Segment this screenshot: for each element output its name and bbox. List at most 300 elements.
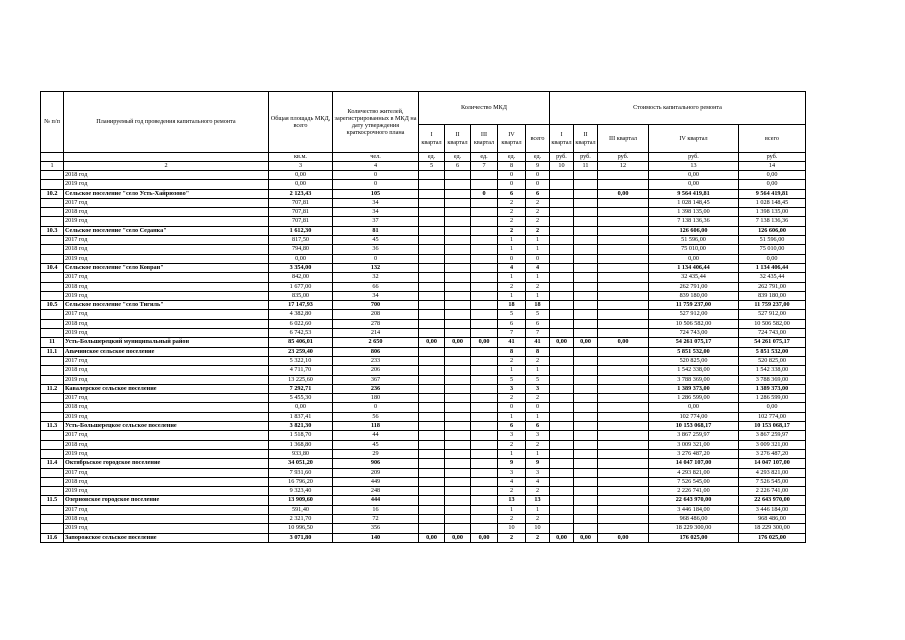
cost-q4-cell: 10 153 068,17 — [649, 422, 739, 431]
cost-q4-cell: 4 293 821,00 — [649, 468, 739, 477]
mkd-q3-cell — [471, 310, 498, 319]
cost-q4-cell: 3 867 259,97 — [649, 431, 739, 440]
cost-q2-cell — [574, 291, 598, 300]
mkd-q3-cell — [471, 431, 498, 440]
mkd-q3-cell — [471, 180, 498, 189]
mkd-total-cell: 0 — [526, 403, 550, 412]
document-page — [40, 91, 806, 543]
row-name-cell: 2018 год — [64, 208, 269, 217]
cost-q4-cell: 1 286 599,00 — [649, 394, 739, 403]
residents-cell: 180 — [333, 394, 419, 403]
mkd-q4-cell: 9 — [498, 459, 526, 468]
mkd-q1-cell — [419, 496, 445, 505]
mkd-total-cell: 1 — [526, 291, 550, 300]
unit-cell: руб. — [598, 153, 649, 162]
header-col-area: Общая площадь МКД, всего — [269, 92, 333, 153]
mkd-q1-cell — [419, 310, 445, 319]
mkd-q1-cell — [419, 254, 445, 263]
area-cell: 933,80 — [269, 449, 333, 458]
residents-cell: 105 — [333, 189, 419, 198]
mkd-total-cell: 1 — [526, 505, 550, 514]
cost-q3-cell — [598, 496, 649, 505]
mkd-q2-cell — [445, 198, 471, 207]
cost-q1-cell — [550, 422, 574, 431]
cost-q1-cell — [550, 273, 574, 282]
mkd-q4-cell: 5 — [498, 375, 526, 384]
row-number-cell — [41, 375, 64, 384]
cost-q4-cell: 22 643 970,00 — [649, 496, 739, 505]
row-name-cell: Сельское поселение "село Седанка" — [64, 226, 269, 235]
row-name-cell: 2017 год — [64, 468, 269, 477]
row-name-cell: 2018 год — [64, 477, 269, 486]
mkd-total-cell: 2 — [526, 208, 550, 217]
table-row — [41, 412, 806, 421]
mkd-q2-cell — [445, 384, 471, 393]
cost-q4-cell: 0,00 — [649, 403, 739, 412]
table-row — [41, 533, 806, 542]
mkd-q1-cell — [419, 487, 445, 496]
cost-q4-cell: 520 825,00 — [649, 356, 739, 365]
mkd-q3-cell — [471, 394, 498, 403]
cost-q1-cell — [550, 236, 574, 245]
mkd-q4-cell: 6 — [498, 319, 526, 328]
header-group-repair-cost: Стоимость капитального ремонта — [550, 92, 806, 125]
cost-q3-cell — [598, 208, 649, 217]
unit-cell: ед. — [498, 153, 526, 162]
cost-q1-cell — [550, 487, 574, 496]
row-number-cell — [41, 198, 64, 207]
mkd-q3-cell — [471, 459, 498, 468]
mkd-q4-cell: 1 — [498, 236, 526, 245]
row-name-cell: 2017 год — [64, 356, 269, 365]
area-cell: 0,00 — [269, 254, 333, 263]
mkd-total-cell: 2 — [526, 226, 550, 235]
mkd-q3-cell — [471, 449, 498, 458]
cost-q2-cell — [574, 356, 598, 365]
unit-cell: руб. — [739, 153, 806, 162]
table-row — [41, 347, 806, 356]
mkd-q3-cell — [471, 319, 498, 328]
mkd-q2-cell — [445, 524, 471, 533]
residents-cell: 32 — [333, 273, 419, 282]
header-col-year: Планируемый год проведения капитального ремонта — [64, 92, 269, 153]
mkd-q2-cell — [445, 431, 471, 440]
residents-cell: 0 — [333, 171, 419, 180]
row-name-cell: Сельское поселение "село Усть-Хайрюзово" — [64, 189, 269, 198]
mkd-total-cell: 4 — [526, 263, 550, 272]
area-cell: 17 147,93 — [269, 301, 333, 310]
mkd-q4-cell: 1 — [498, 291, 526, 300]
residents-cell: 34 — [333, 208, 419, 217]
residents-cell: 34 — [333, 291, 419, 300]
mkd-q4-cell: 0 — [498, 180, 526, 189]
area-cell: 3 354,00 — [269, 263, 333, 272]
cost-total-cell: 102 774,00 — [739, 412, 806, 421]
column-number-cell: 3 — [269, 162, 333, 171]
mkd-q4-cell: 7 — [498, 329, 526, 338]
row-name-cell: 2017 год — [64, 394, 269, 403]
mkd-q2-cell — [445, 319, 471, 328]
cost-q4-cell: 5 851 532,00 — [649, 347, 739, 356]
mkd-q2-cell — [445, 217, 471, 226]
area-cell: 817,50 — [269, 236, 333, 245]
mkd-q2-cell — [445, 505, 471, 514]
residents-cell: 44 — [333, 431, 419, 440]
cost-total-cell: 1 542 338,00 — [739, 366, 806, 375]
cost-q4-cell: 176 025,00 — [649, 533, 739, 542]
mkd-total-cell: 2 — [526, 356, 550, 365]
row-name-cell: 2019 год — [64, 180, 269, 189]
cost-q1-cell — [550, 496, 574, 505]
mkd-q3-cell — [471, 366, 498, 375]
mkd-q3-cell — [471, 226, 498, 235]
unit-cell: чел. — [333, 153, 419, 162]
mkd-q1-cell — [419, 356, 445, 365]
mkd-q1-cell — [419, 431, 445, 440]
mkd-q2-cell — [445, 459, 471, 468]
cost-q2-cell — [574, 394, 598, 403]
cost-q3-cell — [598, 236, 649, 245]
table-row — [41, 319, 806, 328]
mkd-q4-cell: 4 — [498, 263, 526, 272]
mkd-q3-cell — [471, 254, 498, 263]
mkd-q4-cell: 1 — [498, 245, 526, 254]
area-cell: 85 406,01 — [269, 338, 333, 347]
mkd-q2-cell — [445, 301, 471, 310]
row-number-cell — [41, 282, 64, 291]
cost-total-cell: 18 229 300,00 — [739, 524, 806, 533]
mkd-q4-cell: 2 — [498, 533, 526, 542]
cost-q4-cell: 2 226 741,00 — [649, 487, 739, 496]
cost-q2-cell — [574, 236, 598, 245]
cost-q4-cell: 1 389 373,00 — [649, 384, 739, 393]
cost-total-cell: 2 226 741,00 — [739, 487, 806, 496]
unit-cell: ед. — [445, 153, 471, 162]
mkd-q2-cell — [445, 422, 471, 431]
area-cell: 3 071,80 — [269, 533, 333, 542]
row-number-cell — [41, 356, 64, 365]
row-number-cell: 10.3 — [41, 226, 64, 235]
mkd-total-cell: 10 — [526, 524, 550, 533]
mkd-total-cell: 8 — [526, 347, 550, 356]
area-cell: 1 612,30 — [269, 226, 333, 235]
mkd-q4-cell: 2 — [498, 282, 526, 291]
cost-q2-cell — [574, 208, 598, 217]
table-row — [41, 505, 806, 514]
cost-q4-cell: 3 009 321,00 — [649, 440, 739, 449]
unit-cell — [64, 153, 269, 162]
area-cell: 10 996,50 — [269, 524, 333, 533]
cost-q2-cell — [574, 329, 598, 338]
mkd-total-cell: 4 — [526, 477, 550, 486]
cost-q2-cell — [574, 487, 598, 496]
mkd-q2-cell — [445, 375, 471, 384]
mkd-total-cell: 3 — [526, 468, 550, 477]
table-row — [41, 180, 806, 189]
row-name-cell: 2018 год — [64, 171, 269, 180]
cost-q3-cell — [598, 468, 649, 477]
mkd-q4-cell: 1 — [498, 449, 526, 458]
mkd-total-cell: 1 — [526, 245, 550, 254]
cost-q4-cell: 75 010,00 — [649, 245, 739, 254]
residents-cell: 906 — [333, 459, 419, 468]
mkd-q1-cell — [419, 422, 445, 431]
row-name-cell: 2017 год — [64, 505, 269, 514]
mkd-q3-cell — [471, 468, 498, 477]
cost-q3-cell — [598, 329, 649, 338]
area-cell: 0,00 — [269, 171, 333, 180]
cost-total-cell: 262 791,00 — [739, 282, 806, 291]
cost-q3-cell — [598, 449, 649, 458]
cost-total-cell: 176 025,00 — [739, 533, 806, 542]
mkd-total-cell: 5 — [526, 375, 550, 384]
row-name-cell: 2017 год — [64, 236, 269, 245]
mkd-q4-cell: 2 — [498, 198, 526, 207]
mkd-q2-cell — [445, 245, 471, 254]
cost-q4-cell: 262 791,00 — [649, 282, 739, 291]
row-name-cell: 2019 год — [64, 375, 269, 384]
cost-q4-cell: 11 759 237,00 — [649, 301, 739, 310]
cost-q1-cell — [550, 524, 574, 533]
cost-q2-cell — [574, 226, 598, 235]
cost-q4-cell: 14 047 107,00 — [649, 459, 739, 468]
table-row — [41, 171, 806, 180]
cost-q1-cell — [550, 226, 574, 235]
mkd-q2-cell — [445, 291, 471, 300]
residents-cell: 214 — [333, 329, 419, 338]
mkd-q1-cell — [419, 217, 445, 226]
cost-q2-cell — [574, 514, 598, 523]
cost-total-cell: 0,00 — [739, 403, 806, 412]
cost-q4-cell: 968 486,00 — [649, 514, 739, 523]
mkd-q2-cell — [445, 254, 471, 263]
table-row — [41, 301, 806, 310]
mkd-q3-cell — [471, 477, 498, 486]
mkd-q2-cell — [445, 403, 471, 412]
cost-q2-cell — [574, 310, 598, 319]
column-number-cell: 1 — [41, 162, 64, 171]
mkd-q3-cell — [471, 524, 498, 533]
cost-total-cell: 520 825,00 — [739, 356, 806, 365]
cost-q4-cell: 3 446 184,00 — [649, 505, 739, 514]
cost-q2-cell — [574, 524, 598, 533]
mkd-q4-cell: 6 — [498, 422, 526, 431]
mkd-q1-cell — [419, 514, 445, 523]
table-row — [41, 282, 806, 291]
cost-total-cell: 126 606,00 — [739, 226, 806, 235]
table-row — [41, 263, 806, 272]
row-number-cell — [41, 487, 64, 496]
cost-q3-cell — [598, 319, 649, 328]
cost-q1-cell — [550, 403, 574, 412]
table-row — [41, 449, 806, 458]
row-number-cell: 10.4 — [41, 263, 64, 272]
residents-cell: 81 — [333, 226, 419, 235]
row-name-cell: 2019 год — [64, 291, 269, 300]
mkd-q2-cell: 0,00 — [445, 338, 471, 347]
cost-q2-cell — [574, 263, 598, 272]
table-row — [41, 459, 806, 468]
row-name-cell: 2019 год — [64, 487, 269, 496]
mkd-q1-cell — [419, 524, 445, 533]
cost-total-cell: 1 028 148,45 — [739, 198, 806, 207]
mkd-q3-cell — [471, 356, 498, 365]
column-number-cell: 12 — [598, 162, 649, 171]
mkd-q2-cell — [445, 273, 471, 282]
table-row — [41, 245, 806, 254]
row-number-cell: 11.1 — [41, 347, 64, 356]
area-cell: 794,80 — [269, 245, 333, 254]
area-cell: 13 909,60 — [269, 496, 333, 505]
row-number-cell — [41, 245, 64, 254]
table-row — [41, 217, 806, 226]
mkd-q3-cell — [471, 171, 498, 180]
residents-cell: 16 — [333, 505, 419, 514]
mkd-q1-cell — [419, 301, 445, 310]
cost-q1-cell — [550, 180, 574, 189]
cost-q1-cell: 0,00 — [550, 338, 574, 347]
row-number-cell — [41, 440, 64, 449]
mkd-q3-cell — [471, 217, 498, 226]
column-number-cell: 10 — [550, 162, 574, 171]
mkd-q3-cell — [471, 291, 498, 300]
cost-q4-cell: 3 788 369,00 — [649, 375, 739, 384]
row-number-cell — [41, 291, 64, 300]
cost-total-cell: 527 912,00 — [739, 310, 806, 319]
residents-cell: 449 — [333, 477, 419, 486]
table-row — [41, 254, 806, 263]
cost-q2-cell — [574, 384, 598, 393]
area-cell: 4 711,70 — [269, 366, 333, 375]
mkd-q3-cell — [471, 375, 498, 384]
cost-q2-cell — [574, 431, 598, 440]
mkd-q4-cell: 0 — [498, 171, 526, 180]
cost-q3-cell — [598, 366, 649, 375]
mkd-q1-cell — [419, 171, 445, 180]
mkd-q4-cell: 5 — [498, 310, 526, 319]
cost-total-cell: 10 506 582,00 — [739, 319, 806, 328]
mkd-total-cell: 1 — [526, 412, 550, 421]
mkd-q4-cell: 3 — [498, 431, 526, 440]
cost-q4-cell: 3 276 487,20 — [649, 449, 739, 458]
mkd-total-cell: 0 — [526, 180, 550, 189]
table-row — [41, 403, 806, 412]
header-mkd-q1: I квартал — [419, 125, 445, 153]
cost-q4-cell: 7 138 136,36 — [649, 217, 739, 226]
row-number-cell — [41, 180, 64, 189]
residents-cell: 45 — [333, 440, 419, 449]
mkd-q4-cell: 0 — [498, 403, 526, 412]
mkd-q4-cell: 2 — [498, 514, 526, 523]
mkd-total-cell: 6 — [526, 189, 550, 198]
area-cell: 6 742,53 — [269, 329, 333, 338]
table-row — [41, 394, 806, 403]
table-row — [41, 487, 806, 496]
mkd-q3-cell — [471, 329, 498, 338]
row-name-cell: Сельское поселение "село Тигиль" — [64, 301, 269, 310]
mkd-q1-cell — [419, 394, 445, 403]
cost-total-cell: 32 435,44 — [739, 273, 806, 282]
area-cell: 34 051,20 — [269, 459, 333, 468]
residents-cell: 56 — [333, 412, 419, 421]
table-row — [41, 329, 806, 338]
row-name-cell: 2018 год — [64, 282, 269, 291]
mkd-q3-cell — [471, 198, 498, 207]
cost-q4-cell: 724 743,00 — [649, 329, 739, 338]
cost-q2-cell — [574, 412, 598, 421]
cost-q2-cell — [574, 198, 598, 207]
header-col-number: № п/п — [41, 92, 64, 153]
mkd-total-cell: 2 — [526, 282, 550, 291]
cost-q1-cell — [550, 263, 574, 272]
cost-total-cell: 3 276 487,20 — [739, 449, 806, 458]
area-cell: 16 796,20 — [269, 477, 333, 486]
row-name-cell: 2019 год — [64, 329, 269, 338]
table-row — [41, 422, 806, 431]
mkd-total-cell: 2 — [526, 487, 550, 496]
row-number-cell — [41, 329, 64, 338]
cost-q1-cell: 0,00 — [550, 533, 574, 542]
residents-cell: 356 — [333, 524, 419, 533]
mkd-q3-cell — [471, 347, 498, 356]
cost-q1-cell — [550, 384, 574, 393]
area-cell: 707,81 — [269, 198, 333, 207]
mkd-total-cell: 2 — [526, 217, 550, 226]
row-name-cell: 2019 год — [64, 254, 269, 263]
cost-q3-cell — [598, 459, 649, 468]
cost-total-cell: 4 293 821,00 — [739, 468, 806, 477]
table-row — [41, 366, 806, 375]
mkd-total-cell: 2 — [526, 533, 550, 542]
cost-q4-cell: 0,00 — [649, 180, 739, 189]
mkd-q4-cell: 1 — [498, 412, 526, 421]
mkd-q4-cell: 13 — [498, 496, 526, 505]
cost-q2-cell — [574, 254, 598, 263]
cost-total-cell: 1 389 373,00 — [739, 384, 806, 393]
cost-total-cell: 5 851 532,00 — [739, 347, 806, 356]
mkd-q1-cell — [419, 282, 445, 291]
cost-q2-cell: 0,00 — [574, 533, 598, 542]
cost-total-cell: 7 526 545,00 — [739, 477, 806, 486]
mkd-q3-cell — [471, 273, 498, 282]
cost-q3-cell — [598, 431, 649, 440]
row-name-cell: 2017 год — [64, 273, 269, 282]
row-name-cell: Усть-Большерецкий муниципальный район — [64, 338, 269, 347]
area-cell: 1 837,41 — [269, 412, 333, 421]
mkd-q1-cell — [419, 236, 445, 245]
cost-total-cell: 9 564 419,81 — [739, 189, 806, 198]
area-cell: 842,00 — [269, 273, 333, 282]
cost-q3-cell: 0,00 — [598, 533, 649, 542]
table-row — [41, 514, 806, 523]
mkd-q3-cell — [471, 422, 498, 431]
mkd-q2-cell — [445, 477, 471, 486]
row-name-cell: Апачинское сельское поселение — [64, 347, 269, 356]
mkd-total-cell: 6 — [526, 422, 550, 431]
row-number-cell — [41, 236, 64, 245]
cost-q2-cell — [574, 347, 598, 356]
area-cell: 3 821,30 — [269, 422, 333, 431]
cost-q1-cell — [550, 412, 574, 421]
cost-q2-cell — [574, 403, 598, 412]
cost-q2-cell — [574, 319, 598, 328]
mkd-q2-cell — [445, 282, 471, 291]
row-name-cell: 2017 год — [64, 198, 269, 207]
cost-q4-cell: 7 526 545,00 — [649, 477, 739, 486]
mkd-q1-cell — [419, 319, 445, 328]
cost-q4-cell: 1 542 338,00 — [649, 366, 739, 375]
cost-q1-cell — [550, 208, 574, 217]
